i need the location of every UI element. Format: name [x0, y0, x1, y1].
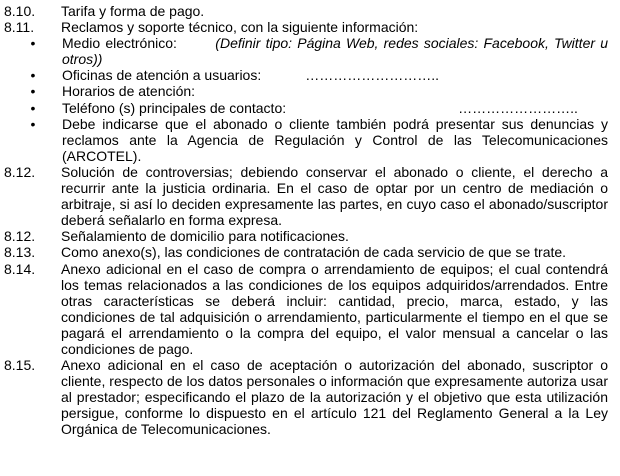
clause-text: Solución de controversias; debiendo conservar el abonado o cliente, el derecho a recurrir ante la justicia ordinaria. En el caso de optar por un centro de mediación o arbitraje, si así lo deciden expresamente las partes, en cuyo caso el abonado/suscriptor deberá señalarlo en forma expresa.: [61, 163, 608, 229]
bullet-oficinas: [4, 67, 608, 83]
clause-text: Reclamos y soporte técnico, con la siguiente información:: [61, 19, 419, 36]
bullet-icon: •: [30, 67, 36, 84]
clause-number: 8.15.: [4, 357, 36, 374]
bullet-label: Oficinas de atención a usuarios:: [62, 67, 262, 84]
clause-8-10: [4, 3, 608, 19]
bullet-label: Medio electrónico:: [62, 35, 177, 52]
bullet-telefono: [4, 100, 608, 116]
clause-number: 8.10.: [4, 3, 36, 19]
bullet-icon: •: [30, 35, 36, 52]
clause-8-15: [4, 357, 608, 437]
clause-number: 8.14.: [4, 260, 36, 277]
bullet-icon: •: [30, 115, 36, 132]
bullet-medio-electronico: [4, 35, 608, 67]
bullet-label: Teléfono (s) principales de contacto:: [62, 99, 287, 116]
clause-8-12-domicilio: [4, 228, 608, 244]
bullet-text: Debe indicarse que el abonado o cliente también podrá presentar sus denuncias y reclamos ante la Agencia de Regulación y Control de las Telecomunicaciones (ARCOTEL).: [62, 115, 608, 164]
clause-number: 8.11.: [4, 19, 35, 36]
bullet-list: [4, 35, 608, 164]
blank-dots: ………………………..: [305, 67, 440, 84]
clause-8-11: [4, 19, 608, 35]
clause-8-13: [4, 244, 608, 260]
clause-8-12-controversias: [4, 164, 608, 228]
bullet-note: (Definir tipo: Página Web, redes sociales: Facebook, Twitter u otros)): [62, 35, 608, 68]
bullet-arcotel: [4, 116, 608, 164]
bullet-icon: •: [30, 83, 36, 100]
clause-number: 8.13.: [4, 244, 36, 261]
bullet-icon: •: [30, 99, 36, 116]
clause-number: 8.12.: [4, 163, 36, 180]
blank-dots: ……………………..: [458, 99, 578, 116]
clause-text: Anexo adicional en el caso de aceptación o autorización del abonado, suscriptor o cliente, respecto de los datos personales o información que expresamente autoriza usar al prestador; especificando el plazo de la autorización y el objetivo que esta utilización persigue, conforme lo dispuesto en el artículo 121 del Reglamento General a la Ley Orgánica de Telecomunicaciones.: [61, 357, 608, 438]
clause-text: Anexo adicional en el caso de compra o arrendamiento de equipos; el cual contendrá los temas relacionados a las condiciones de los equipos adquiridos/arrendados. Entre otras características se deberá incluir: cantidad, precio, marca, estado, y las condiciones de tal adquisición o arrendamiento, particularmente el tiempo en el que se pagará el arrendamiento o la compra del equipo, el valor mensual a cancelar o las condiciones de pago.: [61, 260, 608, 357]
clause-number: 8.12.: [4, 228, 36, 245]
bullet-label: Horarios de atención:: [62, 83, 196, 100]
clause-text: Como anexo(s), las condiciones de contratación de cada servicio de que se trate.: [61, 244, 567, 261]
clause-8-14: [4, 261, 608, 358]
clause-text: Señalamiento de domicilio para notificaciones.: [61, 228, 349, 245]
bullet-horarios: [4, 83, 608, 99]
clause-text: Tarifa y forma de pago.: [61, 3, 205, 19]
